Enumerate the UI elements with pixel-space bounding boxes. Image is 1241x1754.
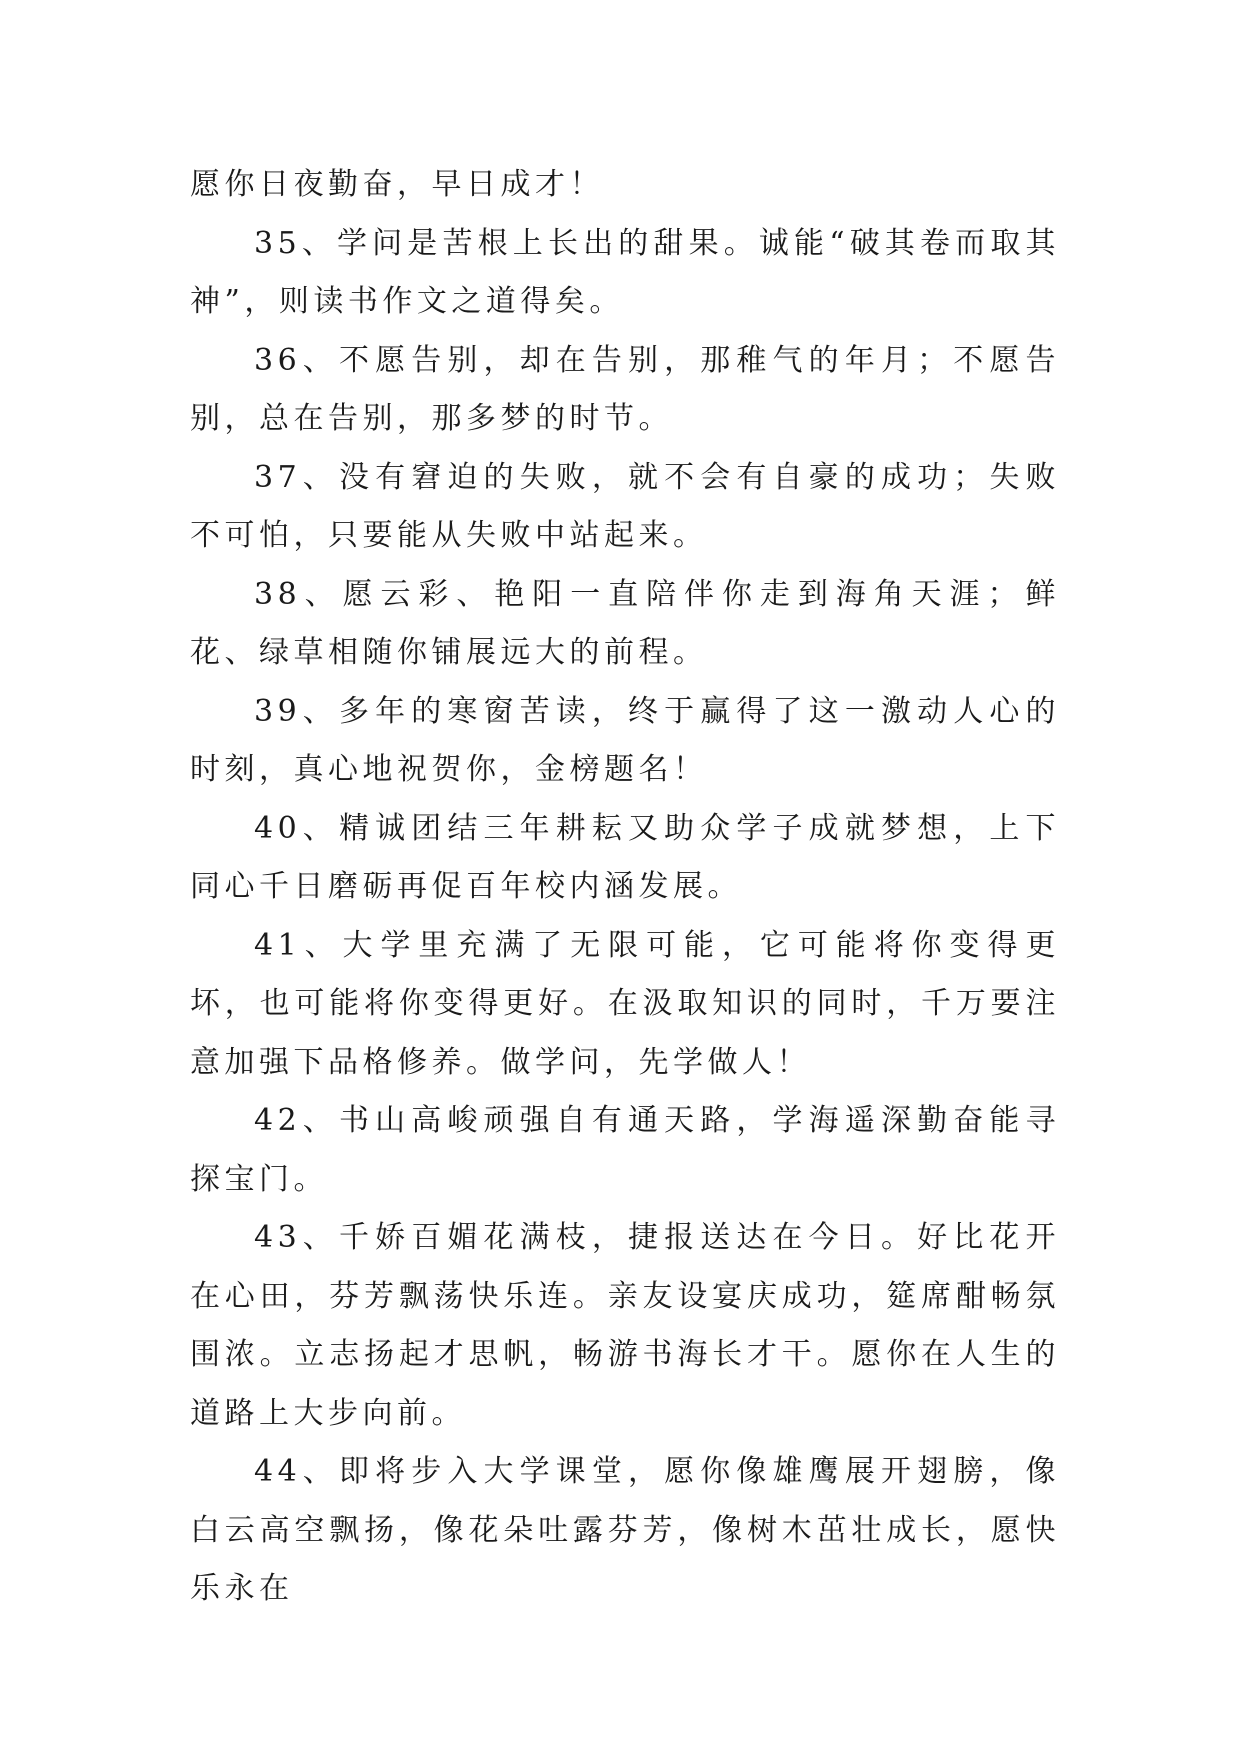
paragraph-38: 38、愿云彩、艳阳一直陪伴你走到海角天涯；鲜花、绿草相随你铺展远大的前程。 <box>190 576 1060 670</box>
paragraph-37: 37、没有窘迫的失败，就不会有自豪的成功；失败不可怕，只要能从失败中站起来。 <box>190 459 1060 553</box>
paragraph-43: 43、千娇百媚花满枝，捷报送达在今日。好比花开在心田，芬芳飘荡快乐连。亲友设宴庆成功，筵席酣畅氛围浓。立志扬起才思帆，畅游书海长才干。愿你在人生的道路上大步向前。 <box>190 1220 1060 1431</box>
paragraph-39: 39、多年的寒窗苦读，终于赢得了这一激动人心的时刻，真心地祝贺你，金榜题名！ <box>190 693 1060 787</box>
paragraph-44: 44、即将步入大学课堂，愿你像雄鹰展开翅膀，像白云高空飘扬，像花朵吐露芬芳，像树木茁壮成长，愿快乐永在 <box>190 1454 1060 1606</box>
paragraph-35: 35、学问是苦根上长出的甜果。诚能“破其卷而取其神”，则读书作文之道得矣。 <box>190 225 1060 319</box>
paragraph-41: 41、大学里充满了无限可能，它可能将你变得更坏，也可能将你变得更好。在汲取知识的同时，千万要注意加强下品格修养。做学问，先学做人！ <box>190 927 1060 1080</box>
document-body <box>190 156 1060 1619</box>
paragraph-42: 42、书山高峻顽强自有通天路，学海遥深勤奋能寻探宝门。 <box>190 1103 1060 1197</box>
paragraph-continuation: 愿你日夜勤奋，早日成才！ <box>190 167 604 202</box>
paragraph-40: 40、精诚团结三年耕耘又助众学子成就梦想，上下同心千日磨砺再促百年校内涵发展。 <box>190 810 1060 904</box>
paragraph-36: 36、不愿告别，却在告别，那稚气的年月；不愿告别，总在告别，那多梦的时节。 <box>190 342 1060 436</box>
